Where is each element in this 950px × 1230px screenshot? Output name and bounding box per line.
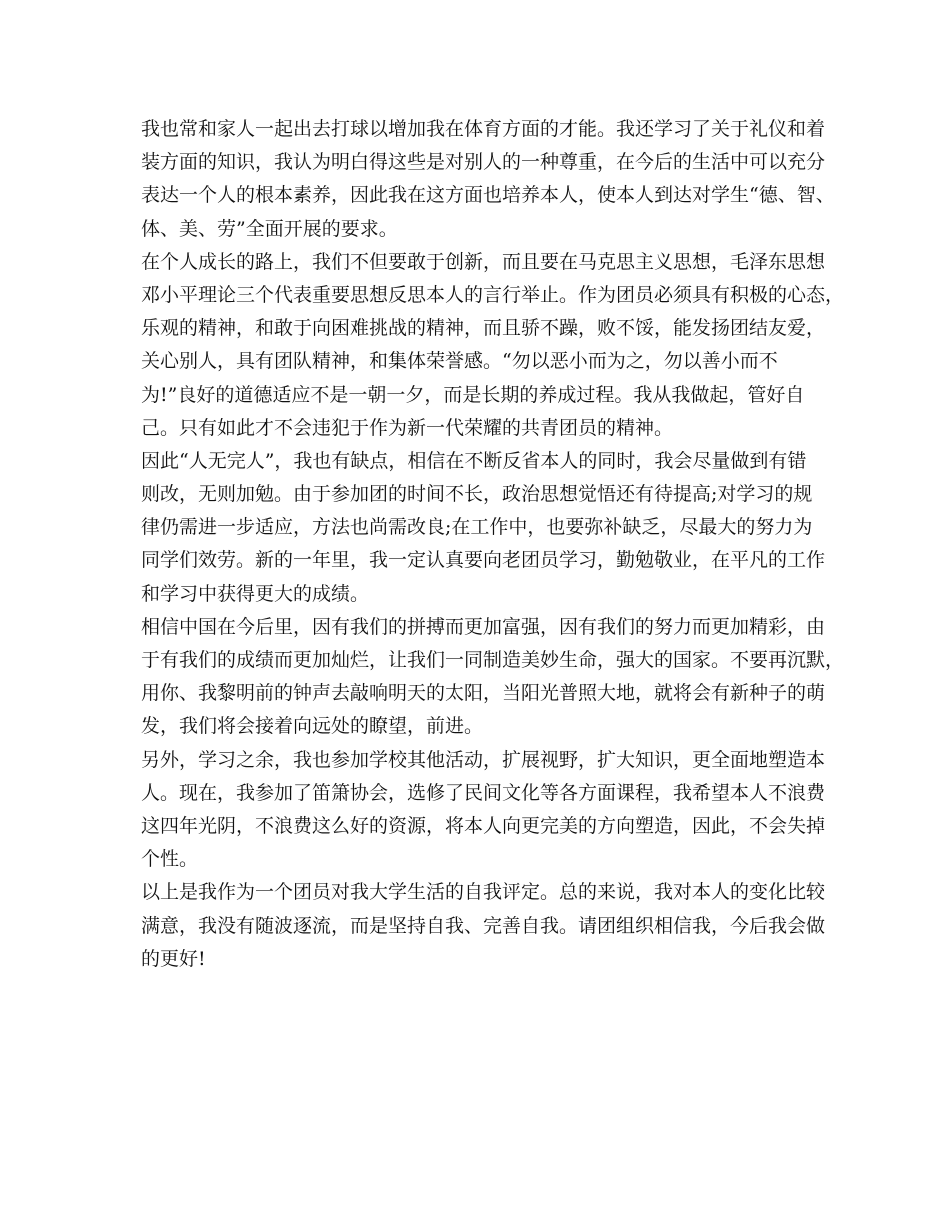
- text-line: 发，我们将会接着向远处的瞭望，前进。: [141, 715, 484, 738]
- text-line: 于有我们的成绩而更加灿烂，让我们一同制造美妙生命，强大的国家。不要再沉默，: [141, 649, 845, 671]
- text-line: 另外，学习之余，我也参加学校其他活动，扩展视野，扩大知识，更全面地塑造本: [141, 748, 826, 771]
- text-line: 满意，我没有随波逐流，而是坚持自我、完善自我。请团组织相信我，今后我会做: [141, 914, 826, 937]
- text-line: 这四年光阴，不浪费这么好的资源，将本人向更完美的方向塑造，因此，不会失掉: [141, 814, 826, 837]
- text-line: 个性。: [141, 848, 199, 871]
- text-line: 己。只有如此才不会违犯于作为新一代荣耀的共青团员的精神。: [141, 416, 674, 439]
- text-line: 用你、我黎明前的钟声去敲响明天的太阳，当阳光普照大地，就将会有新种子的萌: [141, 682, 826, 705]
- text-line: 同学们效劳。新的一年里，我一定认真要向老团员学习，勤勉敬业，在平凡的工作: [141, 549, 826, 572]
- text-line: 以上是我作为一个团员对我大学生活的自我评定。总的来说，我对本人的变化比较: [141, 881, 826, 904]
- text-line: 则改，无则加勉。由于参加团的时间不长，政治思想觉悟还有待提高;对学习的规: [141, 483, 813, 506]
- text-line: 表达一个人的根本素养，因此我在这方面也培养本人，使本人到达对学生“德、智、: [141, 184, 835, 207]
- text-line: 在个人成长的路上，我们不但要敢于创新，而且要在马克思主义思想，毛泽东思想: [141, 250, 826, 273]
- text-line: 和学习中获得更大的成绩。: [141, 582, 370, 605]
- text-line: 人。现在，我参加了笛箫协会，选修了民间文化等各方面课程，我希望本人不浪费: [141, 781, 826, 804]
- text-line: 乐观的精神，和敢于向困难挑战的精神，而且骄不躁，败不馁，能发扬团结友爱，: [141, 317, 826, 340]
- text-line: 我也常和家人一起出去打球以增加我在体育方面的才能。我还学习了关于礼仪和着: [141, 118, 826, 140]
- text-line: 律仍需进一步适应，方法也尚需改良;在工作中，也要弥补缺乏，尽最大的努力为: [141, 516, 813, 539]
- text-line: 关心别人，具有团队精神，和集体荣誉感。“勿以恶小而为之，勿以善小而不: [141, 350, 778, 373]
- text-line: 相信中国在今后里，因有我们的拼搏而更加富强，因有我们的努力而更加精彩，由: [141, 615, 826, 638]
- text-line: 因此“人无完人”，我也有缺点，相信在不断反省本人的同时，我会尽量做到有错: [141, 449, 807, 472]
- text-line: 装方面的知识，我认为明白得这些是对别人的一种尊重，在今后的生活中可以充分: [141, 151, 826, 174]
- text-line: 的更好!: [141, 947, 206, 970]
- text-line: 邓小平理论三个代表重要思想反思本人的言行举止。作为团员必须具有积极的心态，: [141, 283, 845, 306]
- text-line: 体、美、劳”全面开展的要求。: [141, 217, 398, 240]
- body-text: [141, 113, 845, 976]
- text-line: 为!”良好的道德适应不是一朝一夕，而是长期的养成过程。我从我做起，管好自: [141, 383, 805, 406]
